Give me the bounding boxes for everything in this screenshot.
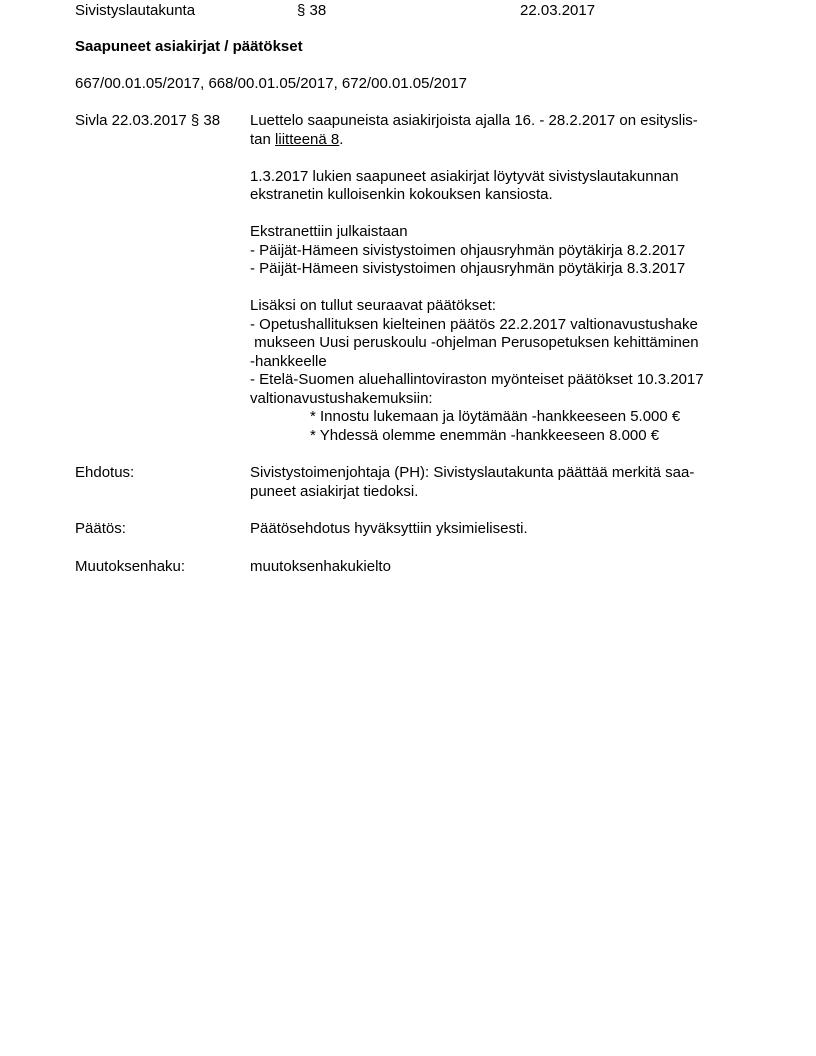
body-line: -hankkeelle <box>250 352 327 370</box>
appeal-line: muutoksenhakukielto <box>250 557 391 575</box>
body-line: 1.3.2017 lukien saapuneet asiakirjat löytyvät sivistyslautakunnan <box>250 167 679 185</box>
body-line <box>250 205 776 224</box>
body-line <box>250 149 776 168</box>
attachment-link[interactable]: liitteenä 8 <box>275 130 340 148</box>
body-line: ekstranetin kulloisenkin kokouksen kansiosta. <box>250 186 553 203</box>
item-title: Saapuneet asiakirjat / päätökset <box>75 38 303 55</box>
body-line: * Yhdessä olemme enemmän -hankkeeseen 8.000 € <box>310 426 660 444</box>
body-lines <box>250 112 776 445</box>
body-text: tan <box>250 130 276 148</box>
body-line: * Innostu lukemaan ja löytämään -hankkeeseen 5.000 € <box>310 408 681 425</box>
body-line: - Etelä-Suomen aluehallintoviraston myönteiset päätökset 10.3.2017 <box>250 371 704 388</box>
committee-name: Sivistyslautakunta <box>75 2 196 19</box>
appeal-row <box>75 558 776 577</box>
body-line: valtionavustushakemuksiin: <box>250 389 433 407</box>
body-line: - Päijät-Hämeen sivistystoimen ohjausryhmän pöytäkirja 8.3.2017 <box>250 260 686 277</box>
proposal-text <box>250 464 776 501</box>
body-line: Ekstranettiin julkaistaan <box>250 223 408 240</box>
body-text: . <box>339 130 344 148</box>
appeal-label: Muutoksenhaku: <box>75 557 186 575</box>
proposal-line: Sivistystoimenjohtaja (PH): Sivistyslautakunta päättää merkitä saa- <box>250 464 695 481</box>
body-line: Lisäksi on tullut seuraavat päätökset: <box>250 297 496 314</box>
decision-text <box>250 520 776 539</box>
proposal-row <box>75 464 776 501</box>
decision-line: Päätösehdotus hyväksyttiin yksimielisesti. <box>250 520 528 537</box>
body-line: - Päijät-Hämeen sivistystoimen ohjausryhmän pöytäkirja 8.2.2017 <box>250 241 686 259</box>
proposal-label: Ehdotus: <box>75 464 135 481</box>
body-line <box>250 279 776 298</box>
body-line: - Opetushallituksen kielteinen päätös 22.2.2017 valtionavustushake <box>250 315 698 333</box>
diary-numbers: 667/00.01.05/2017, 668/00.01.05/2017, 672/00.01.05/2017 <box>75 75 468 92</box>
section-number: § 38 <box>297 2 327 19</box>
margin-label: Sivla 22.03.2017 § 38 <box>75 112 221 129</box>
appeal-text <box>250 558 776 577</box>
body-line: mukseen Uusi peruskoulu -ohjelman Perusopetuksen kehittäminen <box>250 334 699 351</box>
body-line <box>250 131 776 150</box>
decision-label: Päätös: <box>75 520 126 537</box>
item-body-row <box>75 112 776 445</box>
body-line: Luettelo saapuneista asiakirjoista ajalla 16. - 28.2.2017 on esityslis- <box>250 112 698 129</box>
header-date: 22.03.2017 <box>520 2 596 19</box>
document-header <box>75 2 776 21</box>
decision-row <box>75 520 776 539</box>
proposal-line: puneet asiakirjat tiedoksi. <box>250 482 419 500</box>
